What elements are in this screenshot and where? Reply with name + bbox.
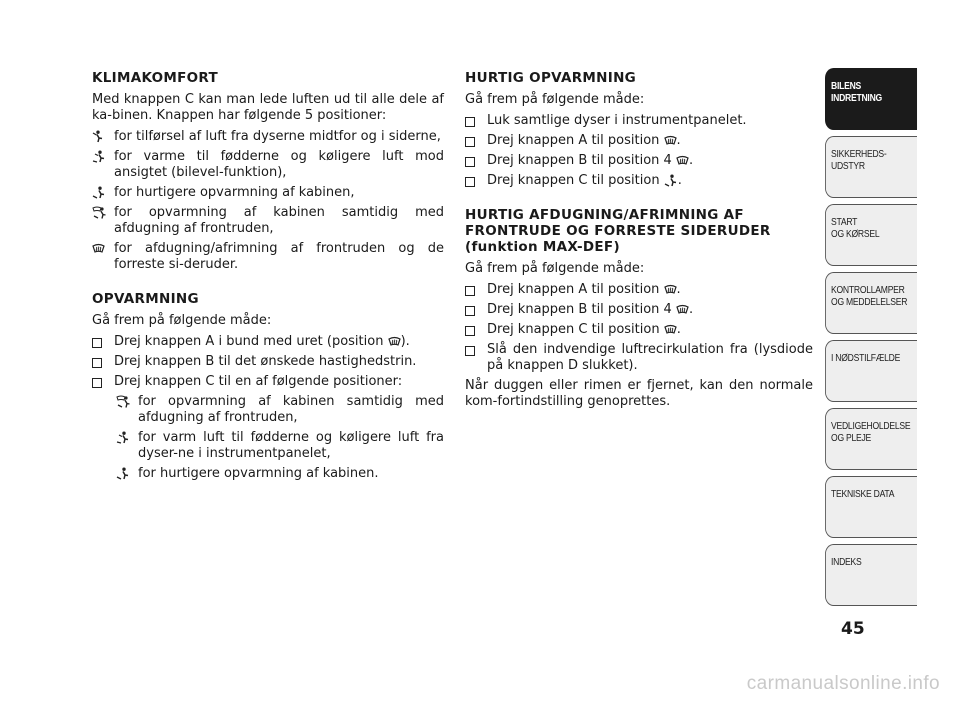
list-item-text-main: Drej knappen B til det ønskede hastighedstrin. — [114, 354, 417, 369]
list-item-text — [487, 133, 813, 149]
checkbox-bullet-icon — [465, 137, 475, 147]
list-item-marker — [92, 129, 114, 145]
list-item — [116, 430, 444, 462]
list-item — [465, 322, 813, 338]
chapter-tab[interactable] — [825, 272, 917, 334]
chapter-tab-label: START — [831, 217, 858, 228]
list-item — [465, 153, 813, 169]
list-item-marker — [465, 153, 487, 169]
list-item — [92, 354, 444, 370]
checkbox-bullet-icon — [465, 286, 475, 296]
list-item-text-main: Drej knappen B til position 4 — [487, 302, 672, 317]
chapter-tab[interactable] — [825, 544, 917, 606]
chapter-tab-label: I NØDSTILFÆLDE — [831, 353, 901, 364]
right-column — [465, 70, 813, 415]
defrost-icon — [388, 336, 401, 348]
list-item-text-suffix: . — [676, 282, 681, 297]
hurtig-opvarmning-list — [465, 113, 813, 189]
list-item-text-main: Drej knappen C til position — [487, 173, 660, 188]
checkbox-bullet-icon — [465, 306, 475, 316]
defrost-icon — [676, 304, 689, 316]
list-item-text — [114, 374, 444, 390]
section-title-max-def — [465, 207, 813, 255]
checkbox-bullet-icon — [465, 157, 475, 167]
left-column — [92, 70, 444, 486]
list-item — [465, 173, 813, 189]
list-item-text — [487, 302, 813, 318]
list-item-text — [487, 342, 813, 374]
checkbox-bullet-icon — [92, 338, 102, 348]
vent-face-icon — [92, 130, 104, 144]
checkbox-bullet-icon — [465, 117, 475, 127]
list-item-marker — [116, 466, 138, 482]
checkbox-bullet-icon — [92, 358, 102, 368]
list-item-text-suffix: . — [688, 302, 694, 317]
chapter-tab[interactable] — [825, 476, 917, 538]
max-def-intro: Gå frem på følgende måde: — [465, 261, 645, 276]
list-item-marker — [465, 282, 487, 298]
hurtig-opvarmning-intro: Gå frem på følgende måde: — [465, 92, 645, 107]
list-item-text — [487, 322, 813, 338]
chapter-tab-label: OG MEDDELELSER — [831, 297, 908, 308]
defrost-icon — [664, 324, 677, 336]
chapter-tab-label: TEKNISKE DATA — [831, 489, 895, 500]
chapter-tab-label: OG KØRSEL — [831, 229, 880, 240]
list-item-text: for tilførsel af luft fra dyserne midtfor og i siderne, — [114, 129, 441, 144]
checkbox-bullet-icon — [465, 177, 475, 187]
chapter-tab-label: VEDLIGEHOLDELSE — [831, 421, 911, 432]
max-def-title-line: (funktion MAX-DEF) — [465, 239, 620, 255]
list-item — [116, 394, 444, 426]
list-item — [465, 342, 813, 374]
klimakomfort-intro: Med knappen C kan man lede luften ud til alle dele af ka-binen. Knappen har følgende 5 positioner: — [92, 92, 444, 123]
max-def-list — [465, 282, 813, 374]
list-item — [92, 185, 444, 201]
chapter-tab-label: UDSTYR — [831, 161, 865, 172]
list-item-text-suffix: . — [676, 322, 681, 337]
vent-feet-defrost-icon — [116, 395, 131, 409]
list-item — [92, 149, 444, 181]
list-item-text: for hurtigere opvarmning af kabinen, — [114, 185, 355, 200]
list-item-text — [114, 354, 444, 370]
list-item-text — [487, 282, 813, 298]
list-item — [92, 129, 444, 145]
list-item-marker — [92, 374, 114, 390]
list-item — [116, 466, 444, 482]
chapter-tab[interactable] — [825, 68, 917, 130]
list-item-text: for opvarmning af kabinen samtidig med afdugning af frontruden, — [114, 205, 444, 236]
outro-paragraph: Når duggen eller rimen er fjernet, kan den normale kom-fortindstilling genoprettes. — [465, 378, 813, 409]
list-item-text — [487, 173, 813, 189]
chapter-tab-label: INDRETNING — [831, 93, 882, 104]
section-title-opvarmning: OPVARMNING — [92, 291, 199, 307]
checkbox-bullet-icon — [465, 326, 475, 336]
chapter-tab[interactable] — [825, 340, 917, 402]
list-item-text-main: Drej knappen B til position 4 — [487, 153, 672, 168]
list-item-marker — [465, 133, 487, 149]
list-item-marker — [116, 394, 138, 410]
section-title-hurtig-opvarmning: HURTIG OPVARMNING — [465, 70, 637, 86]
vent-feet-icon — [92, 186, 106, 200]
list-item — [92, 205, 444, 237]
defrost-icon — [664, 135, 677, 147]
defrost-icon — [92, 243, 105, 255]
defrost-icon — [664, 284, 677, 296]
opvarmning-list — [92, 334, 444, 390]
list-item-marker — [465, 322, 487, 338]
list-item — [465, 133, 813, 149]
list-item-marker — [465, 113, 487, 129]
list-item-marker — [92, 334, 114, 350]
list-item-text: for hurtigere opvarmning af kabinen. — [138, 466, 379, 481]
section-title-klimakomfort: KLIMAKOMFORT — [92, 70, 219, 86]
chapter-tab[interactable] — [825, 408, 917, 470]
list-item-text-main: Drej knappen C til en af følgende positioner: — [114, 374, 403, 389]
list-item-text: for afdugning/afrimning af frontruden og de forreste si-deruder. — [114, 241, 444, 272]
list-item-marker — [92, 205, 114, 221]
chapter-tab-label: SIKKERHEDS- — [831, 149, 887, 160]
list-item-text-main: Drej knappen A til position — [487, 133, 660, 148]
list-item-marker — [92, 241, 114, 257]
page-number: 45 — [841, 619, 865, 639]
list-item-marker — [92, 149, 114, 165]
list-item-text — [114, 334, 444, 350]
list-item — [465, 302, 813, 318]
list-item-text: for varm luft til fødderne og køligere luft fra dyser-ne i instrumentpanelet, — [138, 430, 444, 461]
list-item-text — [487, 113, 813, 129]
list-item-marker — [465, 302, 487, 318]
chapter-tabs — [825, 68, 917, 612]
chapter-tab-label: OG PLEJE — [831, 433, 872, 444]
vent-bilevel-icon — [116, 431, 130, 445]
list-item — [92, 241, 444, 273]
list-item — [92, 334, 444, 350]
list-item-text-main: Drej knappen A til position — [487, 282, 660, 297]
list-item-text-main: Luk samtlige dyser i instrumentpanelet. — [487, 113, 747, 128]
list-item-marker — [116, 430, 138, 446]
chapter-tab[interactable] — [825, 136, 917, 198]
defrost-icon — [676, 155, 689, 167]
list-item-marker — [92, 185, 114, 201]
list-item-text: for opvarmning af kabinen samtidig med afdugning af frontruden, — [138, 394, 444, 425]
list-item-text-suffix: . — [676, 133, 681, 148]
opvarmning-intro: Gå frem på følgende måde: — [92, 313, 272, 328]
list-item-text-main: Drej knappen C til position — [487, 322, 660, 337]
vent-feet-defrost-icon — [92, 206, 107, 220]
list-item-text: for varme til fødderne og køligere luft mod ansigtet (bilevel-funktion), — [114, 149, 444, 180]
vent-bilevel-icon — [92, 150, 106, 164]
max-def-title-line: HURTIG AFDUGNING/AFRIMNING AF — [465, 207, 744, 223]
max-def-title-line: FRONTRUDE OG FORRESTE SIDERUDER — [465, 223, 771, 239]
list-item-text-main: Drej knappen A i bund med uret (position — [114, 334, 384, 349]
list-item — [465, 113, 813, 129]
checkbox-bullet-icon — [465, 346, 475, 356]
list-item — [92, 374, 444, 390]
chapter-tab-label: INDEKS — [831, 557, 862, 568]
chapter-tab-label: BILENS — [831, 81, 862, 92]
chapter-tab-label: KONTROLLAMPER — [831, 285, 905, 296]
checkbox-bullet-icon — [92, 378, 102, 388]
list-item-marker — [465, 173, 487, 189]
list-item-text-suffix: ). — [400, 334, 410, 349]
vent-feet-icon — [664, 174, 678, 188]
list-item-text-main: Slå den indvendige luftrecirkulation fra (lysdiode på knappen D slukket). — [487, 342, 813, 373]
vent-feet-icon — [116, 467, 130, 481]
chapter-tab[interactable] — [825, 204, 917, 266]
opvarmning-sublist — [116, 394, 444, 482]
list-item — [465, 282, 813, 298]
list-item-marker — [92, 354, 114, 370]
list-item-text-suffix: . — [677, 173, 682, 188]
list-item-marker — [465, 342, 487, 358]
list-item-text-suffix: . — [688, 153, 694, 168]
klimakomfort-list — [92, 129, 444, 273]
list-item-text — [487, 153, 813, 169]
watermark: carmanualsonline.info — [746, 673, 940, 694]
